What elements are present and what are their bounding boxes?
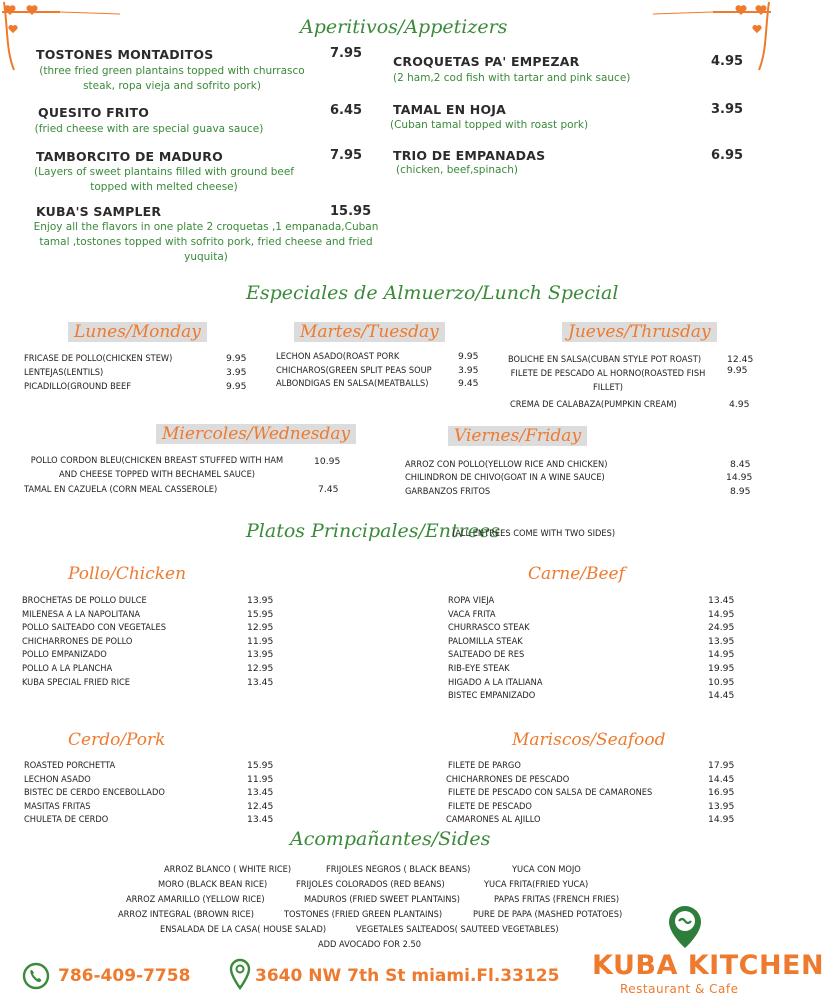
phone-number[interactable]: 786-409-7758	[58, 966, 191, 986]
lunch-price: 8.95	[730, 486, 751, 497]
item-description: Enjoy all the flavors in one plate 2 croquetas ,1 empanada,Cuban tamal ,tostones topped with sofrito pork, fried cheese and fried yuquita)	[33, 221, 379, 263]
side-item: VEGETALES SALTEADOS( SAUTEED VEGETABLES)	[356, 924, 559, 935]
item-price: 4.95	[711, 54, 744, 69]
item-name: TOSTONES MONTADITOS	[36, 47, 214, 62]
entree-item: POLLO EMPANIZADO	[22, 649, 107, 660]
entree-item: RIB-EYE STEAK	[448, 663, 510, 674]
entree-price: 15.95	[247, 609, 274, 620]
entree-item: ROASTED PORCHETTA	[24, 760, 116, 771]
lunch-item: ALBONDIGAS EN SALSA(MEATBALLS)	[276, 378, 429, 389]
entree-item: MILENESA A LA NAPOLITANA	[22, 609, 141, 620]
pork-title: Cerdo/Pork	[68, 730, 166, 750]
item-name: QUESITO FRITO	[38, 105, 150, 120]
entree-item: BISTEC DE CERDO ENCEBOLLADO	[24, 787, 165, 798]
item-price: 15.95	[330, 204, 372, 219]
entree-price: 13.45	[708, 595, 735, 606]
lunch-item: CREMA DE CALABAZA(PUMPKIN CREAM)	[510, 399, 677, 410]
entree-price: 13.45	[247, 677, 274, 688]
side-item: TOSTONES (FRIED GREEN PLANTAINS)	[284, 909, 443, 920]
entree-item: MASITAS FRITAS	[24, 801, 91, 812]
side-item: YUCA FRITA(FRIED YUCA)	[484, 879, 589, 890]
item-description: (three fried green plantains topped with churrasco steak, ropa vieja and sofrito pork)	[39, 65, 305, 92]
item-price: 6.45	[330, 103, 363, 118]
lunch-item: POLLO CORDON BLEU(CHICKEN BREAST STUFFED WITH HAM AND CHEESE TOPPED WITH BECHAMEL SAUCE)	[30, 455, 284, 480]
lunch-price: 9.95	[727, 365, 748, 376]
side-item: PURE DE PAPA (MASHED POTATOES)	[473, 909, 623, 920]
sides-title: Acompañantes/Sides	[290, 828, 491, 850]
entree-price: 12.45	[247, 801, 274, 812]
appetizers-title: Aperitivos/Appetizers	[300, 16, 508, 38]
entree-price: 17.95	[708, 760, 735, 771]
item-price: 7.95	[330, 148, 363, 163]
lunch-price: 8.45	[730, 459, 751, 470]
side-item: PAPAS FRITAS (FRENCH FRIES)	[494, 894, 620, 905]
lunch-price: 9.95	[458, 351, 479, 362]
entree-item: CHICHARRONES DE POLLO	[22, 636, 133, 647]
entree-item: FILETE DE PARGO	[448, 760, 521, 771]
entree-item: FILETE DE PESCADO	[448, 801, 532, 812]
side-item: MADUROS (FRIED SWEET PLANTAINS)	[304, 894, 460, 905]
lunch-price: 14.95	[726, 472, 753, 483]
side-item: ENSALADA DE LA CASA( HOUSE SALAD)	[160, 924, 327, 935]
lunch-price: 9.95	[226, 353, 247, 364]
thursday-title: Jueves/Thrusday	[562, 322, 717, 342]
item-description: (Cuban tamal topped with roast pork)	[390, 119, 589, 131]
item-price: 3.95	[711, 102, 744, 117]
tuesday-title: Martes/Tuesday	[294, 322, 445, 342]
heart-icon	[755, 4, 767, 16]
lunch-item: CHILINDRON DE CHIVO(GOAT IN A WINE SAUCE)	[405, 472, 605, 483]
entree-item: BROCHETAS DE POLLO DULCE	[22, 595, 147, 606]
heart-icon	[4, 4, 16, 16]
entree-item: CAMARONES AL AJILLO	[446, 814, 541, 825]
entree-item: FILETE DE PESCADO CON SALSA DE CAMARONES	[448, 787, 653, 798]
entrees-title: Platos Principales/Entrees	[246, 520, 500, 542]
lunch-item: ARROZ CON POLLO(YELLOW RICE AND CHICKEN)	[405, 459, 608, 470]
entree-item: VACA FRITA	[448, 609, 496, 620]
item-description: (fried cheese with are special guava sauce)	[34, 123, 264, 135]
lunch-price: 10.95	[314, 456, 341, 467]
item-name: TAMAL EN HOJA	[393, 102, 507, 117]
entree-price: 14.45	[708, 690, 735, 701]
beef-title: Carne/Beef	[528, 564, 625, 584]
sides-note: ADD AVOCADO FOR 2.50	[318, 939, 422, 950]
entree-price: 14.95	[708, 609, 735, 620]
entree-item: HIGADO A LA ITALIANA	[448, 677, 543, 688]
map-pin-logo-icon	[667, 904, 703, 950]
entree-price: 12.95	[247, 622, 274, 633]
entree-price: 14.95	[708, 649, 735, 660]
lunch-price: 3.95	[458, 365, 479, 376]
entree-price: 19.95	[708, 663, 735, 674]
wednesday-title: Miercoles/Wednesday	[156, 424, 356, 444]
item-name: CROQUETAS PA' EMPEZAR	[393, 54, 580, 69]
entrees-note: (ALL ENTREES COME WITH TWO SIDES)	[452, 528, 616, 539]
seafood-title: Mariscos/Seafood	[512, 730, 666, 750]
lunch-item: LECHON ASADO(ROAST PORK	[276, 351, 400, 362]
entree-item: LECHON ASADO	[24, 774, 91, 785]
entree-price: 12.95	[247, 663, 274, 674]
lunch-item: GARBANZOS FRITOS	[405, 486, 491, 497]
entree-price: 13.95	[708, 801, 735, 812]
brand-tagline: Restaurant & Cafe	[620, 982, 739, 996]
lunch-price: 7.45	[318, 484, 339, 495]
entree-price: 24.95	[708, 622, 735, 633]
lunch-item: FILETE DE PESCADO AL HORNO(ROASTED FISH FILLET)	[510, 368, 706, 393]
entree-price: 13.45	[247, 814, 274, 825]
location-pin-icon	[229, 958, 251, 990]
entree-price: 11.95	[247, 774, 274, 785]
heart-icon	[8, 24, 18, 34]
entree-item: CHULETA DE CERDO	[24, 814, 109, 825]
entree-price: 15.95	[247, 760, 274, 771]
lunch-special-title: Especiales de Almuerzo/Lunch Special	[246, 282, 619, 304]
item-description: (chicken, beef,spinach)	[396, 164, 518, 176]
lunch-price: 9.45	[458, 378, 479, 389]
item-name: TRIO DE EMPANADAS	[393, 148, 546, 163]
entree-price: 13.95	[247, 649, 274, 660]
phone-icon	[22, 962, 50, 990]
lunch-item: CHICHAROS(GREEN SPLIT PEAS SOUP	[276, 365, 432, 376]
item-name: TAMBORCITO DE MADURO	[36, 149, 223, 164]
heart-icon	[26, 4, 38, 16]
entree-item: PALOMILLA STEAK	[448, 636, 523, 647]
entree-item: SALTEADO DE RES	[448, 649, 525, 660]
lunch-price: 9.95	[226, 381, 247, 392]
monday-title: Lunes/Monday	[68, 322, 207, 342]
item-description: (2 ham,2 cod fish with tartar and pink sauce)	[393, 72, 631, 84]
friday-title: Viernes/Friday	[448, 426, 587, 446]
lunch-item: TAMAL EN CAZUELA (CORN MEAL CASSEROLE)	[24, 484, 218, 495]
side-item: ARROZ BLANCO ( WHITE RICE)	[164, 864, 292, 875]
address[interactable]: 3640 NW 7th St miami.Fl.33125	[255, 966, 560, 986]
entree-item: BISTEC EMPANIZADO	[448, 690, 536, 701]
entree-price: 16.95	[708, 787, 735, 798]
corner-decoration-right	[633, 0, 773, 70]
entree-price: 13.95	[708, 636, 735, 647]
item-description: (Layers of sweet plantains filled with ground beef topped with melted cheese)	[34, 166, 294, 193]
entree-item: POLLO SALTEADO CON VEGETALES	[22, 622, 166, 633]
lunch-item: LENTEJAS(LENTILS)	[24, 367, 104, 378]
lunch-item: BOLICHE EN SALSA(CUBAN STYLE POT ROAST)	[508, 354, 702, 365]
heart-icon	[735, 4, 747, 16]
entree-price: 14.95	[708, 814, 735, 825]
side-item: YUCA CON MOJO	[512, 864, 581, 875]
entree-item: CHURRASCO STEAK	[448, 622, 530, 633]
item-price: 6.95	[711, 148, 744, 163]
entree-price: 13.45	[247, 787, 274, 798]
item-name: KUBA'S SAMPLER	[36, 204, 162, 219]
lunch-price: 12.45	[727, 354, 754, 365]
heart-icon	[752, 24, 762, 34]
side-item: FRIJOLES NEGROS ( BLACK BEANS)	[326, 864, 471, 875]
lunch-price: 3.95	[226, 367, 247, 378]
lunch-item: PICADILLO(GROUND BEEF	[24, 381, 132, 392]
side-item: ARROZ AMARILLO (YELLOW RICE)	[126, 894, 265, 905]
chicken-title: Pollo/Chicken	[68, 564, 187, 584]
side-item: FRIJOLES COLORADOS (RED BEANS)	[296, 879, 445, 890]
lunch-price: 4.95	[729, 399, 750, 410]
entree-price: 10.95	[708, 677, 735, 688]
entree-price: 11.95	[247, 636, 274, 647]
side-item: ARROZ INTEGRAL (BROWN RICE)	[118, 909, 254, 920]
entree-item: KUBA SPECIAL FRIED RICE	[22, 677, 131, 688]
entree-price: 14.45	[708, 774, 735, 785]
lunch-item: FRICASE DE POLLO(CHICKEN STEW)	[24, 353, 173, 364]
entree-item: CHICHARRONES DE PESCADO	[446, 774, 570, 785]
entree-item: POLLO A LA PLANCHA	[22, 663, 113, 674]
entree-price: 13.95	[247, 595, 274, 606]
entree-item: ROPA VIEJA	[448, 595, 495, 606]
item-price: 7.95	[330, 46, 363, 61]
brand-name: KUBA KITCHEN	[592, 950, 824, 981]
side-item: MORO (BLACK BEAN RICE)	[158, 879, 268, 890]
